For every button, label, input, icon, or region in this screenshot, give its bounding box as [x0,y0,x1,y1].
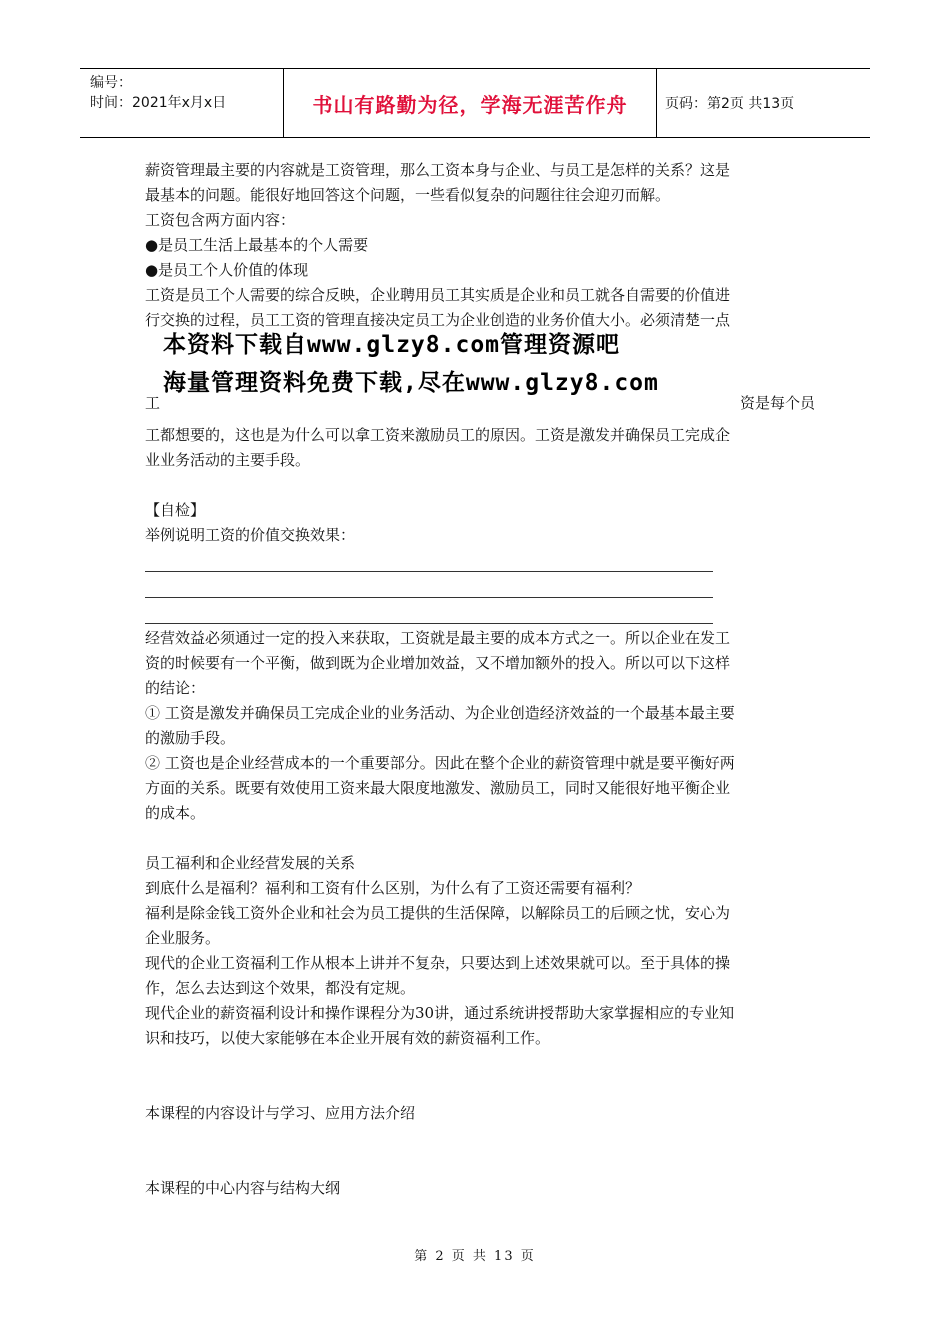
header-time: 时间：2021年x月x日 [90,95,227,111]
header-page [657,69,870,137]
ad-banner [145,333,815,423]
answer-line[interactable] [145,548,713,572]
section-heading: 本课程的内容设计与学习、应用方法介绍 [145,1104,416,1122]
paragraph-line: 最基本的问题。能很好地回答这个问题，一些看似复杂的问题往往会迎刃而解。 [145,186,671,204]
paragraph-line: 业业务活动的主要手段。 [145,451,311,469]
bullet-item: ●是员工生活上最基本的个人需要 [145,236,369,254]
paragraph-line: 识和技巧，以使大家能够在本企业开展有效的薪资福利工作。 [145,1029,551,1047]
header-meta [80,69,283,137]
wrapped-text-end: 资是每个员 [739,394,815,412]
header-motto: 书山有路勤为径，学海无涯苦作舟 [283,69,657,137]
section-heading: 本课程的中心内容与结构大纲 [145,1179,341,1197]
selfcheck-title: 【自检】 [145,501,206,519]
paragraph-line: 薪资管理最主要的内容就是工资管理，那么工资本身与企业、与员工是怎样的关系？这是 [145,161,731,179]
paragraph-line: 现代企业的薪资福利设计和操作课程分为30讲，通过系统讲授帮助大家掌握相应的专业知 [145,1004,735,1022]
wrapped-text-start: 工 [145,394,161,412]
numbered-item: ② 工资也是企业经营成本的一个重要部分。因此在整个企业的薪资管理中就是要平衡好两 [145,754,735,772]
page-footer: 第 2 页 共 13 页 [414,1249,536,1264]
section-heading: 员工福利和企业经营发展的关系 [145,854,356,872]
header-page-label: 页码：第2页 共13页 [665,96,795,112]
paragraph-line: 到底什么是福利？福利和工资有什么区别，为什么有了工资还需要有福利？ [145,879,641,897]
paragraph-line: 现代的企业工资福利工作从根本上讲并不复杂，只要达到上述效果就可以。至于具体的操 [145,954,731,972]
document-body [145,158,815,1201]
paragraph-line: 工资包含两方面内容： [145,211,296,229]
paragraph-line: 的结论： [145,679,206,697]
ad-line-1: 本资料下载自www.glzy8.com管理资源吧 [163,332,621,358]
paragraph-line: 作，怎么去达到这个效果，都没有定规。 [145,979,416,997]
bullet-item: ●是员工个人价值的体现 [145,261,309,279]
paragraph-line: 的成本。 [145,804,206,822]
page-header [80,68,870,138]
paragraph-line: 工都想要的，这也是为什么可以拿工资来激励员工的原因。工资是激发并确保员工完成企 [145,426,731,444]
paragraph-line: 行交换的过程，员工工资的管理直接决定员工为企业创造的业务价值大小。必须清楚一点 [145,311,731,329]
answer-line[interactable] [145,574,713,598]
paragraph-line: 资的时候要有一个平衡，做到既为企业增加效益，又不增加额外的投入。所以可以下这样 [145,654,731,672]
paragraph-line: 工资是员工个人需要的综合反映，企业聘用员工其实质是企业和员工就各自需要的价值进 [145,286,731,304]
header-number: 编号： [90,75,132,91]
numbered-item: ① 工资是激发并确保员工完成企业的业务活动、为企业创造经济效益的一个最基本最主要 [145,704,735,722]
paragraph-line: 福利是除金钱工资外企业和社会为员工提供的生活保障，以解除员工的后顾之忧，安心为 [145,904,731,922]
selfcheck-prompt: 举例说明工资的价值交换效果： [145,526,356,544]
paragraph-line: 经营效益必须通过一定的投入来获取，工资就是最主要的成本方式之一。所以企业在发工 [145,629,731,647]
ad-line-2: 海量管理资料免费下载,尽在www.glzy8.com [163,370,659,396]
paragraph-line: 方面的关系。既要有效使用工资来最大限度地激发、激励员工，同时又能很好地平衡企业 [145,779,731,797]
paragraph-line: 的激励手段。 [145,729,236,747]
answer-line[interactable] [145,600,713,624]
paragraph-line: 企业服务。 [145,929,221,947]
